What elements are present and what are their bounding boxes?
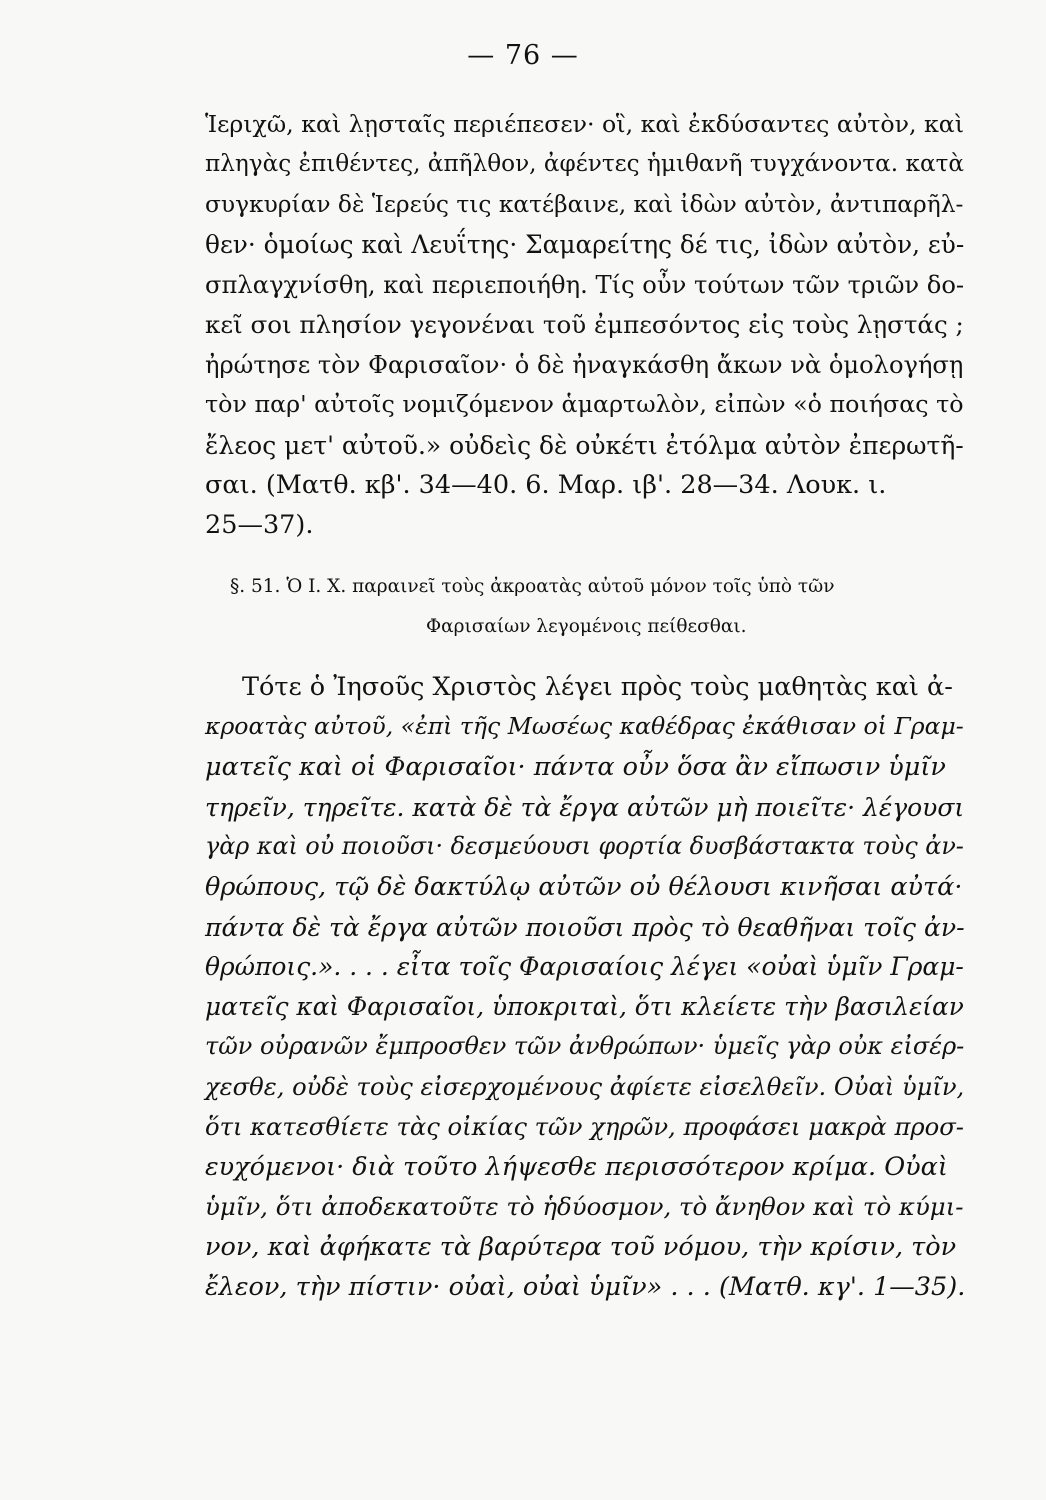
paragraph-1-line: συγκυρίαν δὲ Ἱερεύς τις κατέβαινε, καὶ ἰδὼν αὐτὸν, ἀντιπαρῆλ-	[205, 191, 964, 218]
paragraph-1-line: πληγὰς ἐπιθέντες, ἀπῆλθον, ἀφέντες ἡμιθανῆ τυγχάνοντα. κατὰ	[205, 151, 965, 177]
paragraph-1-line: θεν· ὁμοίως καὶ Λευΐτης· Σαμαρείτης δέ τις, ἰδὼν αὐτὸν, εὐ-	[205, 230, 965, 259]
paragraph-1-line: 25—37).	[205, 510, 314, 540]
paragraph-2-line: τῶν οὐρανῶν ἔμπροσθεν τῶν ἀνθρώπων· ὑμεῖς γὰρ οὐκ εἰσέρ-	[205, 1032, 965, 1060]
section-heading: §. 51. Ὁ Ι. Χ. παραινεῖ τοὺς ἀκροατὰς αὐτοῦ μόνον τοῖς ὑπὸ τῶν	[230, 576, 835, 597]
page-number: — 76 —	[467, 40, 579, 71]
paragraph-2-line: Τότε ὁ Ἰησοῦς Χριστὸς λέγει πρὸς τοὺς μαθητὰς καὶ ἀ-	[242, 672, 953, 702]
paragraph-2-line: ματεῖς καὶ οἱ Φαρισαῖοι· πάντα οὖν ὅσα ἂν εἴπωσιν ὑμῖν	[205, 752, 946, 782]
paragraph-2-line: χεσθε, οὐδὲ τοὺς εἰσερχομένους ἀφίετε εἰσελθεῖν. Οὐαὶ ὑμῖν,	[205, 1073, 965, 1101]
paragraph-2-line: τηρεῖν, τηρεῖτε. κατὰ δὲ τὰ ἔργα αὐτῶν μὴ ποιεῖτε· λέγουσι	[205, 793, 965, 822]
paragraph-2-line: πάντα δὲ τὰ ἔργα αὐτῶν ποιοῦσι πρὸς τὸ θεαθῆναι τοῖς ἀν-	[205, 913, 965, 942]
paragraph-2-line: ὅτι κατεσθίετε τὰς οἰκίας τῶν χηρῶν, προφάσει μακρὰ προσ-	[205, 1113, 964, 1141]
paragraph-1-line: σπλαγχνίσθη, καὶ περιεποιήθη. Τίς οὖν τούτων τῶν τριῶν δο-	[205, 271, 965, 299]
paragraph-2-line: θρώπους, τῷ δὲ δακτύλῳ αὐτῶν οὐ θέλουσι κινῆσαι αὐτά·	[205, 872, 963, 902]
paragraph-1-line: ἠρώτησε τὸν Φαρισαῖον· ὁ δὲ ἠναγκάσθη ἄκων νὰ ὁμολογήσῃ	[205, 351, 964, 379]
paragraph-2-line: ευχόμενοι· διὰ τοῦτο λήψεσθε περισσότερον κρίμα. Οὐαὶ	[205, 1152, 948, 1182]
paragraph-1-line: κεῖ σοι πλησίον γεγονέναι τοῦ ἐμπεσόντος εἰς τοὺς λῃστάς ;	[205, 310, 964, 339]
paragraph-2-line: ματεῖς καὶ Φαρισαῖοι, ὑποκριταὶ, ὅτι κλείετε τὴν βασιλείαν	[205, 992, 964, 1021]
section-heading-line-2: Φαρισαίων λεγομένοις πείθεσθαι.	[426, 616, 747, 637]
paragraph-1-line: Ἱεριχῶ, καὶ λῃσταῖς περιέπεσεν· οἳ, καὶ ἐκδύσαντες αὐτὸν, καὶ	[205, 110, 965, 138]
paragraph-2-line: νον, καὶ ἀφήκατε τὰ βαρύτερα τοῦ νόμου, τὴν κρίσιν, τὸν	[205, 1232, 957, 1262]
paragraph-2-line: ὑμῖν, ὅτι ἀποδεκατοῦτε τὸ ἡδύοσμον, τὸ ἄνηθον καὶ τὸ κύμι-	[205, 1192, 964, 1221]
paragraph-2-line: κροατὰς αὐτοῦ, «ἐπὶ τῆς Μωσέως καθέδρας ἐκάθισαν οἱ Γραμ-	[205, 712, 964, 740]
paragraph-2-line: ἔλεον, τὴν πίστιν· οὐαὶ, οὐαὶ ὑμῖν» . . . (Ματθ. κγ'. 1—35).	[205, 1272, 966, 1302]
paragraph-1-line: σαι. (Ματθ. κβ'. 34—40. 6. Μαρ. ιβ'. 28—34. Λουκ. ι.	[205, 470, 887, 500]
paragraph-2-line: γὰρ καὶ οὐ ποιοῦσι· δεσμεύουσι φορτία δυσβάστακτα τοὺς ἀν-	[205, 832, 964, 860]
paragraph-1-line: τὸν παρ' αὐτοῖς νομιζόμενον ἁμαρτωλὸν, εἰπὼν «ὁ ποιήσας τὸ	[205, 390, 964, 418]
paragraph-2-line: θρώποις.». . . . εἶτα τοῖς Φαρισαίοις λέγει «οὐαὶ ὑμῖν Γραμ-	[205, 952, 964, 981]
paragraph-1-line: ἔλεος μετ' αὐτοῦ.» οὐδεὶς δὲ οὐκέτι ἐτόλμα αὐτὸν ἐπερωτῆ-	[205, 431, 964, 460]
